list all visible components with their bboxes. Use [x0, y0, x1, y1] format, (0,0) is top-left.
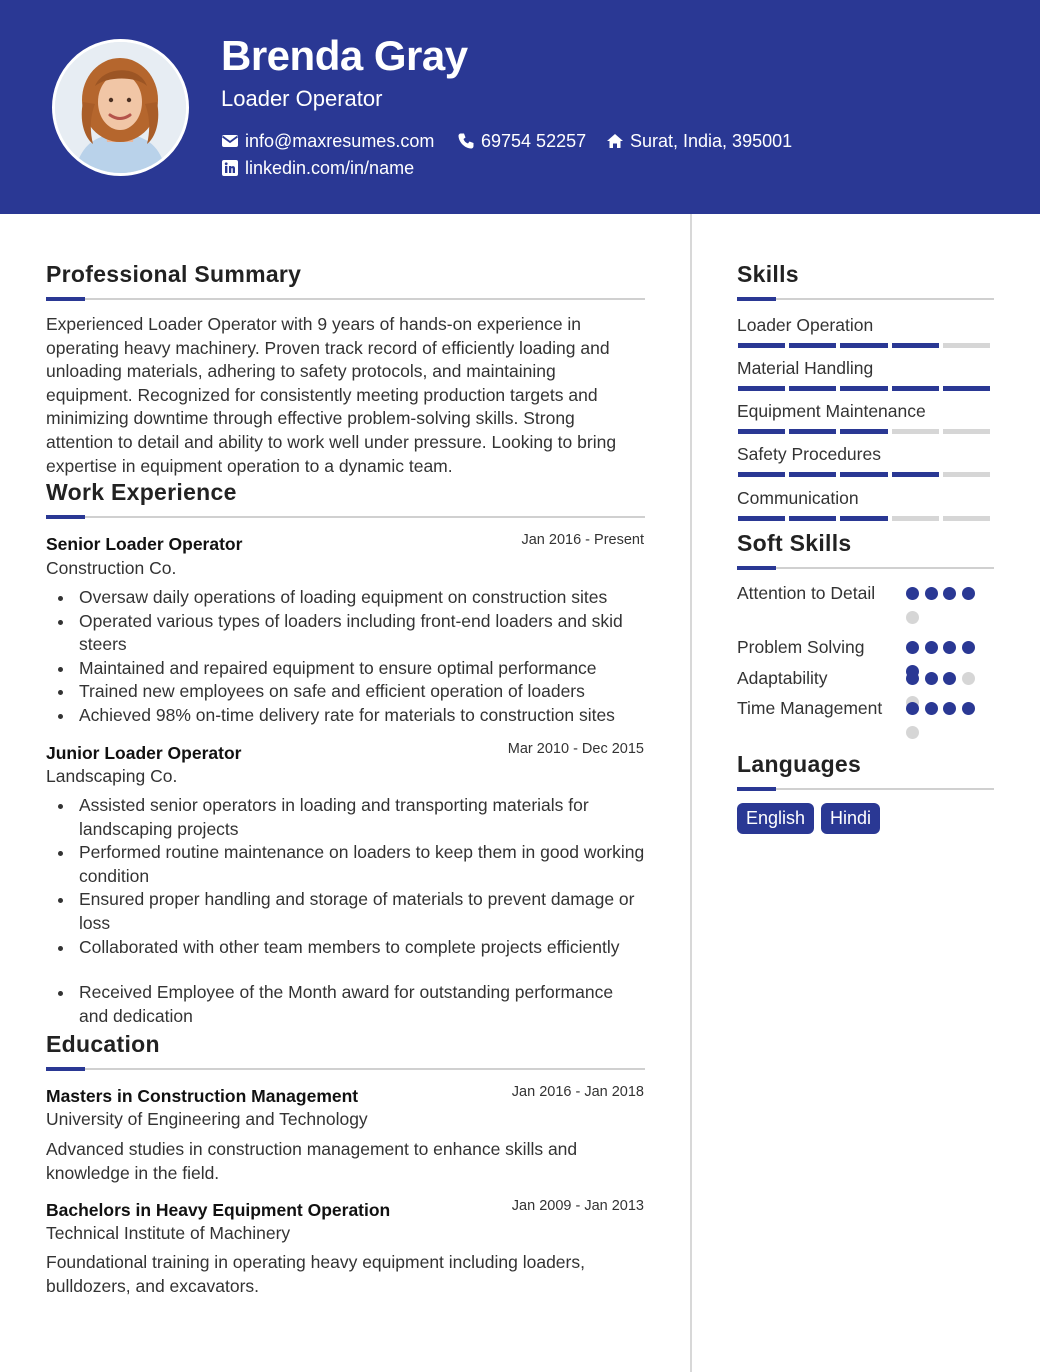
soft-skill-dots	[906, 702, 986, 739]
rating-dot	[925, 672, 938, 685]
skill-segment	[840, 516, 887, 521]
bullet-item: Trained new employees on safe and efficient operation of loaders	[46, 680, 656, 704]
bullet-item: Performed routine maintenance on loaders to keep them in good working condition	[46, 841, 646, 888]
skill-segment	[943, 472, 990, 477]
soft-skill-name: Problem Solving	[737, 637, 865, 657]
rating-dot	[962, 587, 975, 600]
language-tag: Hindi	[821, 803, 880, 834]
linkedin-text: linkedin.com/in/name	[245, 158, 415, 178]
skill-segment	[738, 343, 785, 348]
skill-segment	[943, 386, 990, 391]
languages-rule	[737, 788, 994, 790]
skill-name: Safety Procedures	[737, 444, 881, 464]
skill-segment	[943, 516, 990, 521]
skill-bar	[738, 429, 990, 434]
resume-header	[0, 0, 1040, 214]
rating-dot	[906, 641, 919, 654]
skill-segment	[738, 386, 785, 391]
skill-segment	[892, 343, 939, 348]
skill-segment	[943, 343, 990, 348]
education-rule	[46, 1068, 645, 1070]
degree-dates: Jan 2016 - Jan 2018	[511, 1084, 644, 1100]
skill-segment	[840, 343, 887, 348]
soft-skills-rule	[737, 567, 994, 569]
rating-dot	[906, 672, 919, 685]
skill-bar	[738, 343, 990, 348]
skill-segment	[840, 472, 887, 477]
rating-dot	[925, 702, 938, 715]
soft-skill-name: Time Management	[737, 698, 883, 718]
skill-segment	[789, 343, 836, 348]
skill-segment	[892, 386, 939, 391]
bullet-item: Collaborated with other team members to complete projects efficiently	[46, 936, 646, 960]
school-name: Technical Institute of Machinery	[46, 1223, 291, 1243]
skill-bar	[738, 472, 990, 477]
profile-photo	[52, 39, 189, 176]
skill-name: Communication	[737, 488, 859, 508]
skill-segment	[892, 429, 939, 434]
rating-dot	[906, 726, 919, 739]
skill-segment	[892, 516, 939, 521]
rating-dot	[962, 641, 975, 654]
rating-dot	[906, 702, 919, 715]
bullet-item: Operated various types of loaders including front-end loaders and skid steers	[46, 610, 656, 657]
phone-text: 69754 52257	[481, 131, 587, 151]
soft-skills-heading: Soft Skills	[737, 530, 852, 556]
job-dates: Jan 2016 - Present	[521, 532, 644, 548]
skills-rule	[737, 298, 994, 300]
linkedin-contact[interactable]	[221, 157, 414, 179]
rating-dot	[943, 672, 956, 685]
skill-segment	[840, 386, 887, 391]
skill-bar	[738, 516, 990, 521]
home-icon	[606, 132, 624, 150]
job-company: Landscaping Co.	[46, 766, 178, 786]
rating-dot	[906, 587, 919, 600]
rating-dot	[943, 587, 956, 600]
skill-segment	[738, 429, 785, 434]
candidate-name: Brenda Gray	[221, 32, 468, 79]
job-title: Senior Loader Operator	[46, 534, 243, 554]
soft-skill-dots	[906, 587, 986, 624]
skill-segment	[789, 386, 836, 391]
skill-segment	[789, 429, 836, 434]
skill-name: Loader Operation	[737, 315, 874, 335]
degree-title: Bachelors in Heavy Equipment Operation	[46, 1200, 391, 1220]
job-dates: Mar 2010 - Dec 2015	[507, 741, 644, 757]
location-contact	[606, 130, 792, 152]
summary-text: Experienced Loader Operator with 9 years of hands-on experience in operating heavy machinery. Proven track record of efficiently loading and unloading materials, adhering to safety protocols, and maintaining equipment. Recognized for consistently meeting production targets and minimizing downtime through effective problem-solving skills. Strong attention to detail and ability to work well under pressure. Looking to bring expertise in equipment operation to a dynamic team.	[46, 314, 617, 476]
language-tag: English	[737, 803, 814, 834]
soft-skill-name: Adaptability	[737, 668, 828, 688]
skill-segment	[892, 472, 939, 477]
skill-segment	[943, 429, 990, 434]
rating-dot	[962, 702, 975, 715]
experience-rule	[46, 516, 645, 518]
job-bullets	[46, 794, 646, 1028]
column-divider	[690, 214, 692, 1372]
rating-dot	[906, 611, 919, 624]
candidate-title: Loader Operator	[221, 86, 383, 111]
bullet-item: Assisted senior operators in loading and transporting materials for landscaping projects	[46, 794, 646, 841]
job-title: Junior Loader Operator	[46, 743, 242, 763]
skill-name: Equipment Maintenance	[737, 401, 926, 421]
email-text: info@maxresumes.com	[245, 131, 435, 151]
location-text: Surat, India, 395001	[630, 131, 793, 151]
skills-heading: Skills	[737, 261, 799, 287]
summary-rule	[46, 298, 645, 300]
bullet-item: Received Employee of the Month award for outstanding performance and dedication	[46, 981, 646, 1028]
skill-segment	[789, 516, 836, 521]
languages-heading: Languages	[737, 751, 862, 777]
skill-segment	[738, 516, 785, 521]
skill-segment	[738, 472, 785, 477]
rating-dot	[925, 641, 938, 654]
job-bullets	[46, 586, 656, 728]
email-contact[interactable]	[221, 130, 434, 152]
rating-dot	[943, 702, 956, 715]
phone-icon	[457, 132, 475, 150]
phone-contact[interactable]	[457, 130, 586, 152]
degree-title: Masters in Construction Management	[46, 1086, 359, 1106]
skill-segment	[789, 472, 836, 477]
bullet-item: Ensured proper handling and storage of materials to prevent damage or loss	[46, 888, 646, 935]
degree-description: Foundational training in operating heavy equipment including loaders, bulldozers, and excavators.	[46, 1252, 585, 1296]
summary-heading: Professional Summary	[46, 261, 302, 287]
degree-dates: Jan 2009 - Jan 2013	[511, 1198, 644, 1214]
skill-bar	[738, 386, 990, 391]
job-company: Construction Co.	[46, 558, 177, 578]
experience-heading: Work Experience	[46, 479, 237, 505]
bullet-item: Maintained and repaired equipment to ensure optimal performance	[46, 657, 656, 681]
degree-description: Advanced studies in construction management to enhance skills and knowledge in the field.	[46, 1139, 578, 1183]
school-name: University of Engineering and Technology	[46, 1109, 368, 1129]
rating-dot	[925, 587, 938, 600]
rating-dot	[943, 641, 956, 654]
envelope-icon	[221, 132, 239, 150]
skill-segment	[840, 429, 887, 434]
linkedin-icon	[221, 159, 239, 177]
soft-skill-name: Attention to Detail	[737, 583, 876, 603]
skill-name: Material Handling	[737, 358, 874, 378]
education-heading: Education	[46, 1031, 160, 1057]
rating-dot	[962, 672, 975, 685]
bullet-item: Oversaw daily operations of loading equipment on construction sites	[46, 586, 656, 610]
bullet-item: Achieved 98% on-time delivery rate for materials to construction sites	[46, 704, 656, 728]
